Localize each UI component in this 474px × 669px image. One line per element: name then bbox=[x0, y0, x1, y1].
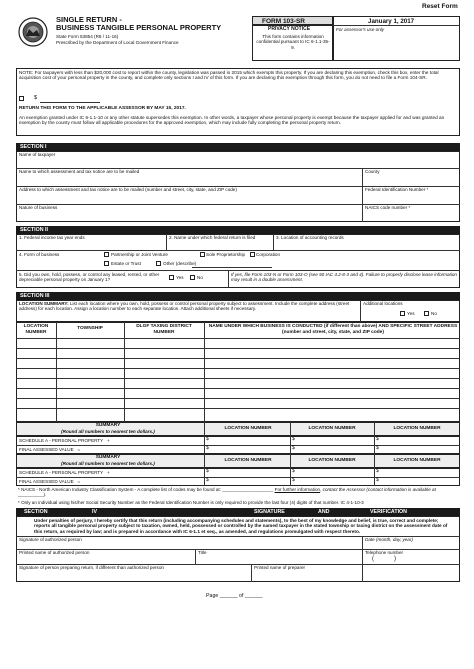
naics-further-info-link[interactable]: For further information bbox=[274, 487, 321, 492]
loc-number-header-2b: LOCATION NUMBER bbox=[308, 458, 356, 463]
schedule-a-dollar-2c[interactable]: $ bbox=[376, 468, 379, 474]
section-4-verification: VERIFICATION bbox=[370, 509, 407, 515]
leased-property-note: If yes, file Form 103-N or Form 103-O (see 50 IAC 4.2-8-3 and 4). Failure to properly disclose lease information may result in a double assessment. bbox=[231, 272, 457, 283]
final-dollar-2b[interactable]: $ bbox=[292, 477, 295, 483]
return-deadline: RETURN THIS FORM TO THE APPLICABLE ASSESSOR BY MAY 15, 2017. bbox=[19, 106, 186, 111]
preparer-signature-label: Signature of person preparing return, if different than authorized person bbox=[19, 565, 164, 570]
additional-yes-checkbox[interactable] bbox=[400, 311, 405, 316]
form-title-line1: SINGLE RETURN - bbox=[56, 15, 122, 24]
privacy-notice-title: PRIVACY NOTICE bbox=[268, 26, 311, 32]
loc-number-header-1c: LOCATION NUMBER bbox=[393, 426, 441, 431]
county-label: County bbox=[365, 169, 380, 174]
partnership-checkbox[interactable] bbox=[104, 252, 109, 257]
col-location-number: LOCATION NUMBER bbox=[23, 324, 49, 335]
schedule-a-dollar-2b[interactable]: $ bbox=[292, 468, 295, 474]
schedule-a-dollar-2a[interactable]: $ bbox=[206, 468, 209, 474]
estate-trust-checkbox[interactable] bbox=[104, 261, 109, 266]
summary-round-2: (Round all numbers to nearest ten dollars.) bbox=[61, 461, 155, 466]
estate-trust-label: Estate or Trust bbox=[111, 261, 141, 266]
section-1-header: SECTION I bbox=[16, 143, 460, 151]
leased-yes-checkbox[interactable] bbox=[169, 275, 174, 280]
preparer-name-label: Printed name of preparer bbox=[254, 565, 306, 570]
schedule-a-label-2: SCHEDULE A - PERSONAL PROPERTY + bbox=[19, 470, 110, 475]
location-summary-label: LOCATION SUMMARY: bbox=[19, 301, 69, 306]
final-dollar-1c[interactable]: $ bbox=[376, 445, 379, 451]
section-4-signature: SIGNATURE bbox=[254, 509, 285, 515]
reset-form-button[interactable]: Reset Form bbox=[422, 3, 458, 10]
location-table bbox=[16, 322, 460, 422]
fein-label: Federal Identification Number * bbox=[365, 187, 429, 192]
schedule-a-dollar-1c[interactable]: $ bbox=[376, 436, 379, 442]
exemption-checkbox[interactable] bbox=[19, 96, 24, 101]
section-2-header: SECTION II bbox=[16, 226, 460, 234]
authorized-signature-label: Signature of authorized person bbox=[19, 537, 82, 542]
col-taxing-district: DLGF TAXING DISTRICT NUMBER bbox=[136, 324, 192, 335]
sole-proprietorship-label: Sole Proprietorship bbox=[206, 252, 246, 257]
location-summary-text bbox=[19, 301, 357, 312]
section-4-label: SECTION bbox=[24, 509, 48, 515]
table-row[interactable] bbox=[16, 358, 460, 359]
printed-name-label: Printed name of authorized person bbox=[19, 550, 90, 555]
assessor-use-label: For assessor's use only bbox=[336, 27, 385, 32]
schedule-a-label-1: SCHEDULE A - PERSONAL PROPERTY + bbox=[19, 438, 110, 443]
telephone-label: Telephone number bbox=[365, 550, 404, 555]
col-township: TOWNSHIP bbox=[77, 326, 103, 331]
additional-no-label: No bbox=[431, 311, 437, 316]
section-4-number: IV bbox=[92, 509, 98, 515]
other-checkbox[interactable] bbox=[156, 261, 161, 266]
loc-number-header-1a: LOCATION NUMBER bbox=[224, 426, 272, 431]
tax-year-label: 1. Federal income tax year ends bbox=[19, 235, 85, 240]
loc-number-header-2c: LOCATION NUMBER bbox=[393, 458, 441, 463]
privacy-notice-text: This form contains information confidential pursuant to IC 6-1.1-35-9. bbox=[256, 34, 330, 50]
mailing-name-label: Name to which assessment and tax notice are to be mailed bbox=[19, 169, 140, 174]
perjury-statement: Under penalties of perjury, I hereby certify that this return (including accompanying schedules and statements), to the best of my knowledge and belief, is true, correct and complete; reports all tangible personal property subject to taxation, owned, held, possessed or controlled by the named taxpayer in the stated township or taxing district on the assessment date of this return, as required by law; and is prepared in accordance with IC 6-1.1 et seq., as amended, and regulations promulgated with respect thereto. bbox=[34, 518, 448, 534]
federal-return-name-label: 2. Name under which federal return is filed bbox=[169, 235, 256, 240]
mailing-address-label: Address to which assessment and tax notice are to be mailed (number and street, city, state, and ZIP code) bbox=[19, 187, 237, 192]
state-form-number: State Form 53854 (R8 / 11-16) bbox=[56, 34, 119, 39]
exemption-note: NOTE: For taxpayers with less than $20,000 cost to report within the county, legislation was passed in 2015 which exempts this property. If you are declaring this exemption, check this box, enter the total acquisition cost of your personal property in the county, and complete only sections I and IV of this form. If you are declaring this exemption through this form, you do not need to file a Form 104-SR. bbox=[19, 70, 439, 81]
signature-date-label: Date (month, day, year) bbox=[365, 537, 413, 542]
leased-property-question: 5. Did you own, hold, possess, or control any leased, rented, or other depreciable personal property on January 1? bbox=[19, 272, 160, 283]
phone-paren-close: ) bbox=[394, 556, 396, 562]
exemption-cost-field[interactable] bbox=[40, 102, 100, 103]
final-dollar-2c[interactable]: $ bbox=[376, 477, 379, 483]
accounting-records-label: 3. Location of accounting records bbox=[276, 235, 344, 240]
exemption-supersede-text: An exemption granted under IC 6-1.1-10 or any other statute supersedes this exemption. In other words, a taxpayer whose personal property is exempt because the taxpayer applied for and was granted an exemption by the county must follow all applicable procedures for the approved exemption, which may include fully completing the personal property return. bbox=[19, 115, 445, 126]
leased-no-checkbox[interactable] bbox=[190, 275, 195, 280]
loc-number-header-2a: LOCATION NUMBER bbox=[224, 458, 272, 463]
additional-no-checkbox[interactable] bbox=[424, 311, 429, 316]
additional-locations-label: Additional locations bbox=[363, 301, 403, 306]
leased-yes-label: Yes bbox=[176, 275, 184, 280]
sole-proprietorship-checkbox[interactable] bbox=[200, 252, 205, 257]
page-footer: Page ______ of ______ bbox=[206, 593, 263, 599]
corporation-label: Corporation bbox=[256, 252, 281, 257]
naics-label: NAICS code number * bbox=[365, 205, 411, 210]
location-summary-body: List each location where you own, hold, possess or control personal property subject to assessment. Include the complete address (street address) for each location. Assign a location number to each separate location. Attach additional sheets if necessary. bbox=[19, 301, 350, 312]
summary-title-2: SUMMARY bbox=[95, 455, 121, 460]
form-title-line2: BUSINESS TANGIBLE PERSONAL PROPERTY bbox=[56, 23, 222, 32]
final-dollar-1b[interactable]: $ bbox=[292, 445, 295, 451]
schedule-a-dollar-1a[interactable]: $ bbox=[206, 436, 209, 442]
form-of-business-label: 4. Form of business bbox=[19, 252, 60, 257]
final-assessed-label-2: FINAL ASSESSED VALUE = bbox=[19, 479, 81, 484]
additional-yes-label: Yes bbox=[407, 311, 415, 316]
phone-paren-open: ( bbox=[372, 556, 374, 562]
table-row[interactable] bbox=[16, 348, 460, 349]
nature-of-business-label: Nature of business bbox=[19, 205, 58, 210]
summary-title-1: SUMMARY bbox=[95, 423, 121, 428]
title-label: Title bbox=[198, 550, 207, 555]
partnership-label: Partnership or Joint Venture bbox=[111, 252, 168, 257]
leased-no-label: No bbox=[197, 275, 203, 280]
table-row[interactable] bbox=[16, 378, 460, 379]
form-number: FORM 103-SR bbox=[262, 17, 305, 25]
table-row[interactable] bbox=[16, 398, 460, 399]
col-business-address: NAME UNDER WHICH BUSINESS IS CONDUCTED (if different than above) AND SPECIFIC STREET ADDRESS (number and street, city, state, and ZIP code) bbox=[208, 324, 458, 335]
section-3-header: SECTION III bbox=[16, 292, 460, 300]
schedule-a-dollar-1b[interactable]: $ bbox=[292, 436, 295, 442]
assessment-date: January 1, 2017 bbox=[368, 18, 415, 25]
corporation-checkbox[interactable] bbox=[250, 252, 255, 257]
table-row[interactable] bbox=[16, 368, 460, 369]
final-dollar-2a[interactable]: $ bbox=[206, 477, 209, 483]
loc-number-header-1b: LOCATION NUMBER bbox=[308, 426, 356, 431]
naics-footnote: * NAICS - North American Industry Classification System - A complete list of codes may be found at: ____________________ For further information, contact the Assessor (contact information is available at __________). bbox=[18, 487, 436, 498]
section-4-and: AND bbox=[318, 509, 330, 515]
prescribed-by: Prescribed by the Department of Local Government Finance bbox=[56, 40, 179, 45]
taxpayer-name-label: Name of taxpayer bbox=[19, 152, 56, 157]
table-row[interactable] bbox=[16, 388, 460, 389]
fein-footnote: * Only an individual using his/her Social Security Number as the Federal Identification Number is only required to provide the last four (4) digits of that number. IC 4-1-10-3 bbox=[18, 500, 364, 505]
exemption-dollar: $ bbox=[34, 95, 38, 101]
final-assessed-label-1: FINAL ASSESSED VALUE = bbox=[19, 447, 81, 452]
other-label: Other (describe) bbox=[163, 261, 197, 266]
other-describe-field[interactable] bbox=[192, 267, 272, 268]
final-dollar-1a[interactable]: $ bbox=[206, 445, 209, 451]
summary-round-1: (Round all numbers to nearest ten dollars.) bbox=[61, 429, 155, 434]
table-row[interactable] bbox=[16, 408, 460, 409]
state-seal-icon bbox=[18, 17, 48, 47]
